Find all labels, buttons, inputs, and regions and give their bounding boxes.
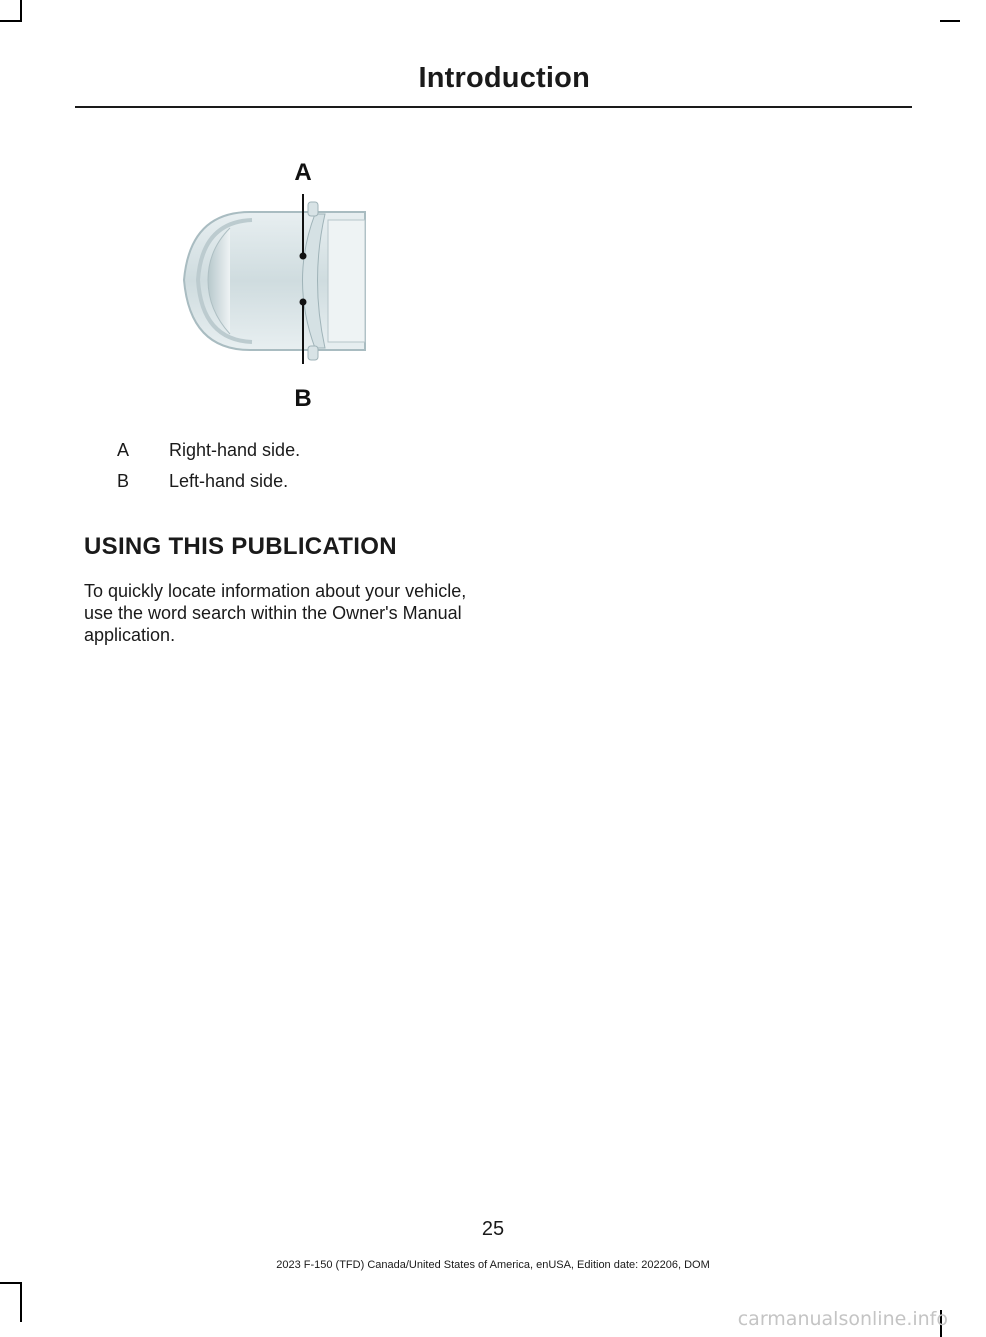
edition-footer: 2023 F-150 (TFD) Canada/United States of America, enUSA, Edition date: 202206, DOM (276, 1259, 710, 1271)
header-divider (75, 106, 912, 108)
page-title: Introduction (418, 62, 590, 94)
vehicle-side-figure (170, 150, 380, 412)
legend-key: A (117, 440, 130, 460)
callout-label-a: A (294, 159, 312, 186)
crop-mark (940, 20, 960, 22)
legend-text: Left-hand side. (169, 471, 289, 491)
callout-label-b: B (294, 385, 312, 412)
crop-mark (20, 1282, 22, 1322)
page-number: 25 (481, 1218, 505, 1240)
watermark: carmanualsonline.info (737, 1308, 948, 1330)
crop-mark (0, 20, 21, 22)
legend-text: Right-hand side. (169, 440, 301, 460)
crop-mark (20, 0, 22, 22)
section-heading: USING THIS PUBLICATION (84, 533, 397, 560)
legend-key: B (117, 471, 130, 491)
vehicle-top-view-illustration (170, 150, 380, 412)
crop-mark (0, 1282, 21, 1284)
section-body: To quickly locate information about your vehicle, use the word search within the Owner's Manual application. (84, 581, 467, 645)
